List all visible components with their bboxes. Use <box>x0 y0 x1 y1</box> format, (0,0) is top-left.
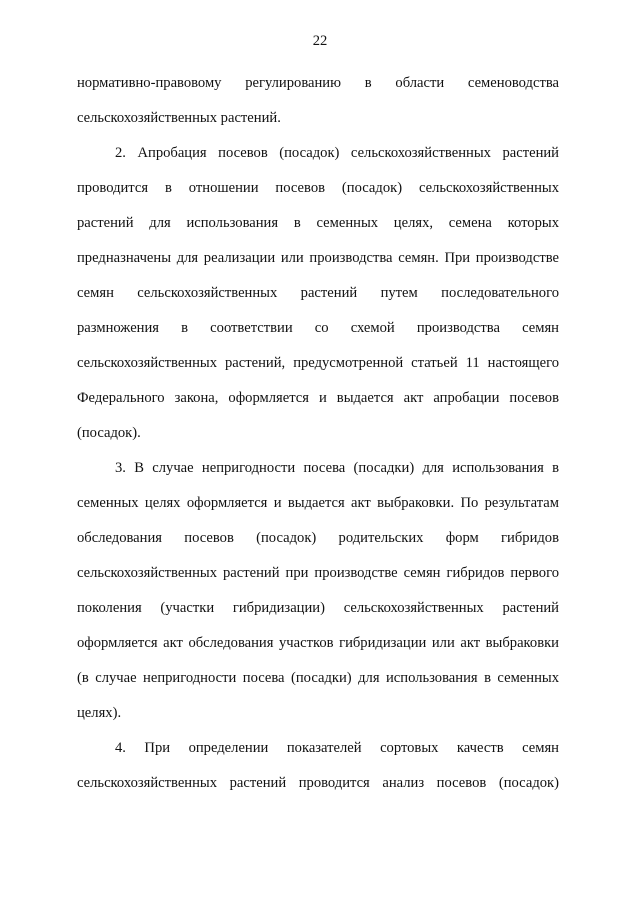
text-line: Федерального закона, оформляется и выдается акт апробации посевов <box>77 390 559 406</box>
text-line: проводится в отношении посевов (посадок) сельскохозяйственных <box>77 180 559 196</box>
text-line: предназначены для реализации или производства семян. При производстве <box>77 250 559 266</box>
paragraph-2-start: 2. Апробация посевов (посадок) сельскохозяйственных растений <box>115 145 559 161</box>
page-number: 22 <box>312 33 328 49</box>
text-line: поколения (участки гибридизации) сельскохозяйственных растений <box>77 600 559 616</box>
text-line: (в случае непригодности посева (посадки) для использования в семенных <box>77 670 559 686</box>
text-line: сельскохозяйственных растений при производстве семян гибридов первого <box>77 565 559 581</box>
text-line: сельскохозяйственных растений, предусмотренной статьей 11 настоящего <box>77 355 559 371</box>
text-line: целях). <box>77 705 122 721</box>
text-line: семенных целях оформляется и выдается акт выбраковки. По результатам <box>77 495 559 511</box>
paragraph-4-start: 4. При определении показателей сортовых качеств семян <box>115 740 559 756</box>
text-line: растений для использования в семенных целях, семена которых <box>77 215 559 231</box>
text-line: обследования посевов (посадок) родительских форм гибридов <box>77 530 559 546</box>
text-line: сельскохозяйственных растений проводится анализ посевов (посадок) <box>77 775 559 791</box>
text-line: оформляется акт обследования участков гибридизации или акт выбраковки <box>77 635 559 651</box>
text-line: нормативно-правовому регулированию в области семеноводства <box>77 75 559 91</box>
text-line: размножения в соответствии со схемой производства семян <box>77 320 559 336</box>
text-line: сельскохозяйственных растений. <box>77 110 281 126</box>
paragraph-3-start: 3. В случае непригодности посева (посадки) для использования в <box>115 460 559 476</box>
text-line: семян сельскохозяйственных растений путем последовательного <box>77 285 559 301</box>
text-line: (посадок). <box>77 425 141 441</box>
